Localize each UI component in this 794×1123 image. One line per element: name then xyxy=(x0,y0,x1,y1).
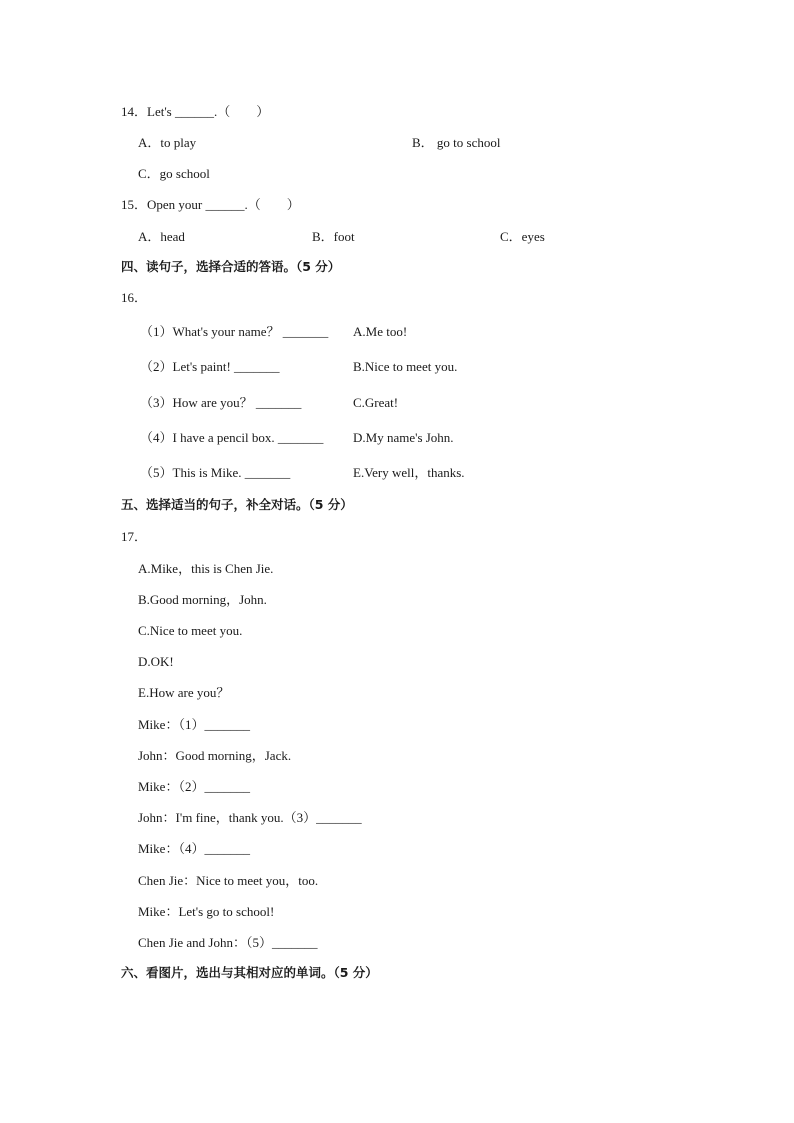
question-15-option-c: C．eyes xyxy=(500,229,545,244)
dialogue-line-6: Chen Jie：Nice to meet you，too. xyxy=(138,873,319,888)
match-right-d: D.My name's John. xyxy=(353,430,454,445)
question-15-option-b: B．foot xyxy=(312,229,355,244)
match-left-1: （1）What's your name？ _______ xyxy=(140,324,329,339)
match-left-5: （5）This is Mike. _______ xyxy=(140,465,291,480)
question-16-number: 16． xyxy=(121,290,148,305)
dialogue-line-5: Mike：（4）_______ xyxy=(138,841,250,856)
choice-d: D.OK! xyxy=(138,654,174,669)
match-left-4: （4）I have a pencil box. _______ xyxy=(140,430,324,445)
match-right-c: C.Great! xyxy=(353,395,399,410)
dialogue-line-3: Mike：（2）_______ xyxy=(138,779,250,794)
dialogue-line-1: Mike：（1）_______ xyxy=(138,717,250,732)
match-right-a: A.Me too! xyxy=(353,324,408,339)
choice-e: E.How are you？ xyxy=(138,685,230,700)
question-14-option-c: C．go school xyxy=(138,166,210,181)
section-4-heading: 四、读句子，选择合适的答语。（5 分） xyxy=(121,259,341,274)
section-6-heading: 六、看图片，选出与其相对应的单词。（5 分） xyxy=(121,965,378,980)
match-left-3: （3）How are you？ _______ xyxy=(140,395,302,410)
question-17-number: 17． xyxy=(121,529,148,544)
match-right-e: E.Very well，thanks. xyxy=(353,465,465,480)
dialogue-line-4: John：I'm fine，thank you.（3）_______ xyxy=(138,810,362,825)
question-14-option-a: A．to play xyxy=(138,135,197,150)
choice-b: B.Good morning，John. xyxy=(138,592,267,607)
match-left-2: （2）Let's paint! _______ xyxy=(140,359,280,374)
dialogue-line-7: Mike：Let's go to school! xyxy=(138,904,275,919)
choice-c: C.Nice to meet you. xyxy=(138,623,243,638)
dialogue-line-8: Chen Jie and John：（5）_______ xyxy=(138,935,318,950)
question-14-stem: 14．Let's ______.（ ） xyxy=(121,104,270,119)
question-15-stem: 15．Open your ______.（ ） xyxy=(121,197,300,212)
choice-a: A.Mike，this is Chen Jie. xyxy=(138,561,274,576)
section-5-heading: 五、选择适当的句子，补全对话。（5 分） xyxy=(121,497,353,512)
question-14-option-b: B． go to school xyxy=(412,135,501,150)
question-15-option-a: A．head xyxy=(138,229,185,244)
match-right-b: B.Nice to meet you. xyxy=(353,359,458,374)
dialogue-line-2: John：Good morning，Jack. xyxy=(138,748,292,763)
